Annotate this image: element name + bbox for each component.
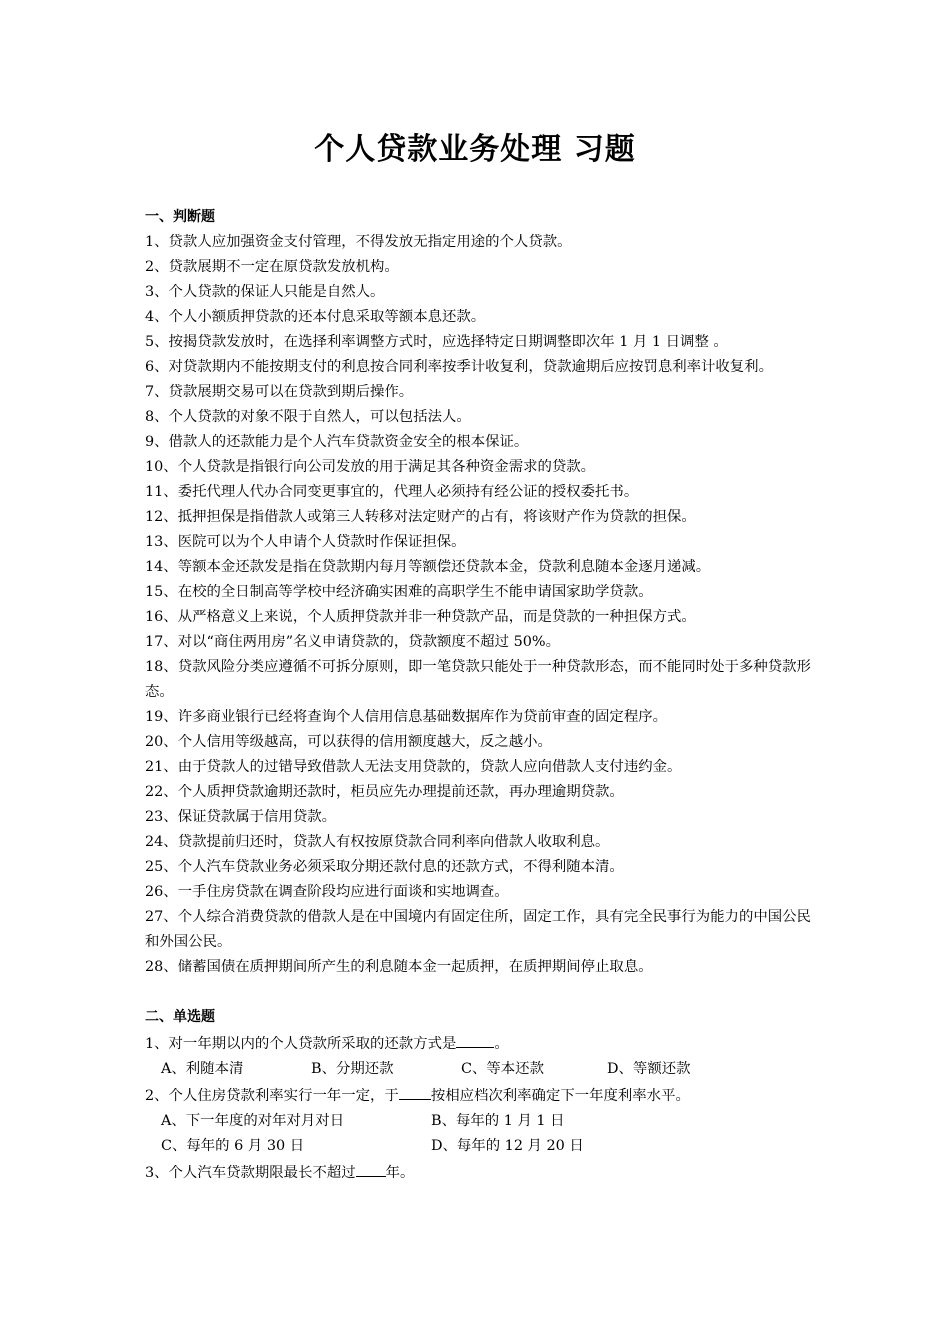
true-false-item: 12、抵押担保是指借款人或第三人转移对法定财产的占有，将该财产作为贷款的担保。: [145, 509, 696, 525]
question-3-stem-end: 年。: [385, 1165, 415, 1181]
question-1-stem: 1、对一年期以内的个人贷款所采取的还款方式是: [145, 1036, 457, 1052]
true-false-item: 11、委托代理人代办合同变更事宜的，代理人必须持有经公证的授权委托书。: [145, 484, 639, 500]
true-false-item: 23、保证贷款属于信用贷款。: [145, 809, 336, 825]
true-false-item: 8、个人贷款的对象不限于自然人，可以包括法人。: [145, 409, 471, 425]
true-false-item: 22、个人质押贷款逾期还款时，柜员应先办理提前还款，再办理逾期贷款。: [145, 784, 624, 800]
document-body: [145, 205, 817, 1186]
true-false-item: 7、贷款展期交易可以在贷款到期后操作。: [145, 384, 414, 400]
option-d: D、等额还款: [607, 1061, 691, 1077]
true-false-item: 2、贷款展期不一定在原贷款发放机构。: [145, 259, 399, 275]
question-1-options: [145, 1057, 817, 1082]
section-heading-true-false: 一、判断题: [145, 209, 215, 225]
true-false-item: 14、等额本金还款发是指在贷款期内每月等额偿还贷款本金，贷款利息随本金逐月递减。: [145, 559, 711, 575]
true-false-item: 1、贷款人应加强资金支付管理，不得发放无指定用途的个人贷款。: [145, 234, 572, 250]
true-false-item: 10、个人贷款是指银行向公司发放的用于满足其各种资金需求的贷款。: [145, 459, 596, 475]
option-c: C、每年的 6 月 30 日: [161, 1138, 305, 1154]
true-false-item: 16、从严格意义上来说，个人质押贷款并非一种贷款产品，而是贷款的一种担保方式。: [145, 609, 696, 625]
option-b: B、分期还款: [311, 1061, 394, 1077]
true-false-item: 19、许多商业银行已经将查询个人信用信息基础数据库作为贷前审查的固定程序。: [145, 709, 667, 725]
question-1-stem-end: 。: [494, 1036, 509, 1052]
question-2-options-row-1: [145, 1109, 817, 1134]
true-false-item: 9、借款人的还款能力是个人汽车贷款资金安全的根本保证。: [145, 434, 529, 450]
question-2-stem-end: 按相应档次利率确定下一年度利率水平。: [430, 1088, 690, 1104]
true-false-item: 21、由于贷款人的过错导致借款人无法支用贷款的，贷款人应向借款人支付违约金。: [145, 759, 682, 775]
question-3: [145, 1159, 817, 1186]
true-false-item: 25、个人汽车贷款业务必须采取分期还款付息的还款方式，不得利随本清。: [145, 859, 624, 875]
question-3-stem: 3、个人汽车贷款期限最长不超过: [145, 1165, 356, 1181]
section-spacer: [145, 980, 817, 1005]
question-1: [145, 1030, 817, 1057]
true-false-item: 28、储蓄国债在质押期间所产生的利息随本金一起质押，在质押期间停止取息。: [145, 959, 653, 975]
question-2-options-row-2: [145, 1134, 817, 1159]
option-b: B、每年的 1 月 1 日: [431, 1113, 565, 1129]
option-a: A、下一年度的对年对月对日: [161, 1113, 345, 1129]
question-2: [145, 1082, 817, 1109]
true-false-item: 4、个人小额质押贷款的还本付息采取等额本息还款。: [145, 309, 486, 325]
section-heading-single-choice: 二、单选题: [145, 1009, 215, 1025]
question-2-stem: 2、个人住房贷款利率实行一年一定，于: [145, 1088, 399, 1104]
option-a: A、利随本清: [161, 1061, 244, 1077]
true-false-item: 5、按揭贷款发放时，在选择利率调整方式时，应选择特定日期调整即次年 1 月 1 日调整 。: [145, 334, 728, 350]
true-false-item: 24、贷款提前归还时，贷款人有权按原贷款合同利率向借款人收取利息。: [145, 834, 610, 850]
page-title: 个人贷款业务处理 习题: [314, 132, 636, 167]
true-false-item: 17、对以“商住两用房”名义申请贷款的，贷款额度不超过 50%。: [145, 634, 560, 650]
true-false-item: 15、在校的全日制高等学校中经济确实困难的高职学生不能申请国家助学贷款。: [145, 584, 653, 600]
option-d: D、每年的 12 月 20 日: [431, 1138, 584, 1154]
true-false-item: 3、个人贷款的保证人只能是自然人。: [145, 284, 385, 300]
true-false-item: 26、一手住房贷款在调查阶段均应进行面谈和实地调查。: [145, 884, 509, 900]
option-c: C、等本还款: [461, 1061, 544, 1077]
true-false-item: 27、个人综合消费贷款的借款人是在中国境内有固定住所，固定工作，具有完全民事行为能力的中国公民和外国公民。: [145, 909, 811, 950]
true-false-item: 13、医院可以为个人申请个人贷款时作保证担保。: [145, 534, 466, 550]
answer-blank: [399, 1082, 431, 1100]
true-false-item: 20、个人信用等级越高，可以获得的信用额度越大，反之越小。: [145, 734, 552, 750]
true-false-item: 6、对贷款期内不能按期支付的利息按合同利率按季计收复利，贷款逾期后应按罚息利率计收复利。: [145, 359, 773, 375]
true-false-item: 18、贷款风险分类应遵循不可拆分原则，即一笔贷款只能处于一种贷款形态，而不能同时处于多种贷款形态。: [145, 659, 811, 700]
answer-blank: [456, 1030, 494, 1048]
answer-blank: [356, 1159, 386, 1177]
true-false-list: [145, 230, 817, 980]
